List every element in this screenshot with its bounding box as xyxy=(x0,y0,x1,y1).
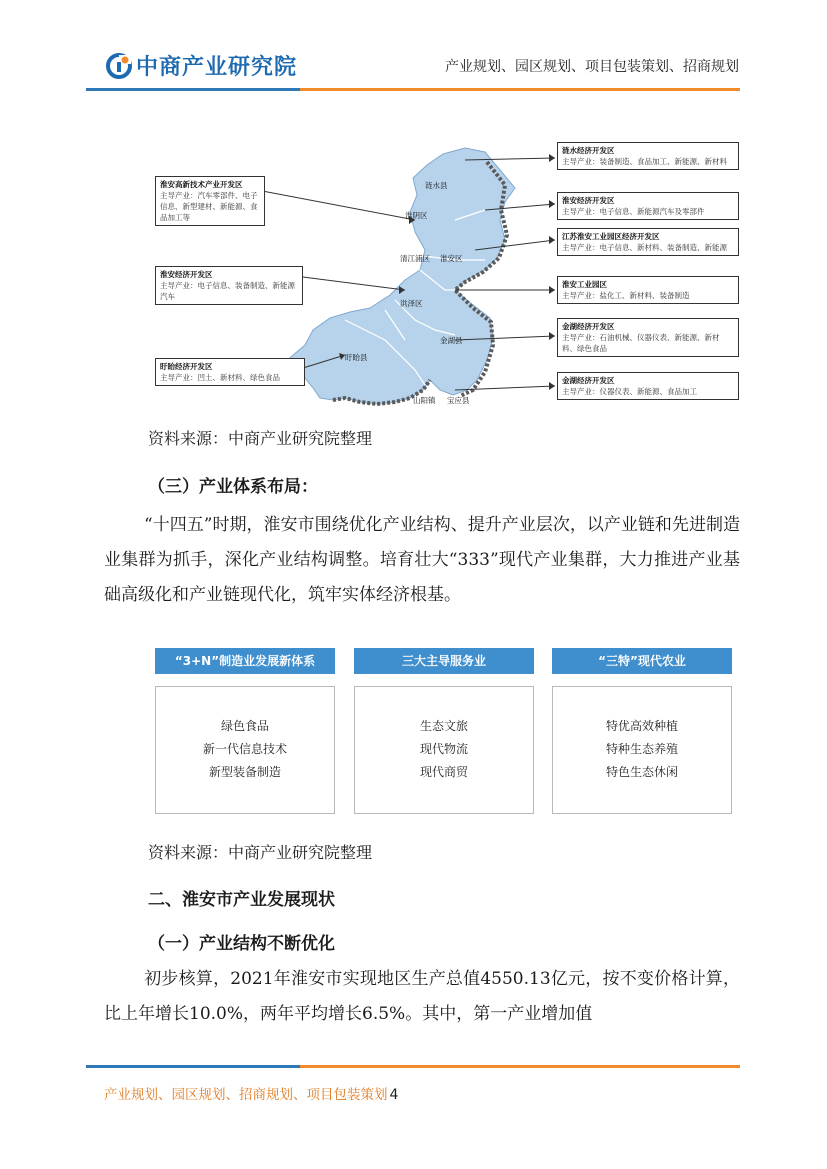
column-header: “三特”现代农业 xyxy=(552,648,732,674)
body-paragraph xyxy=(104,962,740,1032)
callout-title: 淮安高新技术产业开发区 xyxy=(160,180,243,189)
logo-text: 中商产业研究院 xyxy=(136,55,298,80)
callout-desc: 主导产业：电子信息、装备制造、新能源汽车 xyxy=(160,281,295,301)
figure-caption: 资料来源：中商产业研究院整理 xyxy=(148,429,373,448)
region-label: 金湖县 xyxy=(440,336,463,345)
callout-desc: 主导产业：石油机械、仪器仪表、新能源、新材料、绿色食品 xyxy=(562,333,720,353)
callout-desc: 主导产业：电子信息、新能源汽车及零部件 xyxy=(562,207,705,216)
system-item: 新一代信息技术 xyxy=(202,742,287,756)
park-callout xyxy=(557,318,739,357)
callout-title: 淮安工业园区 xyxy=(562,280,607,289)
logo-icon xyxy=(106,53,132,79)
paragraph-text: 初步核算，2021年淮安市实现地区生产总值4550.13亿元，按不变价格计算，比上年增长10.0%，两年平均增长6.5%。其中，第一产业增加值 xyxy=(104,969,740,1024)
industry-system-diagram xyxy=(155,648,733,818)
system-item: 特种生态养殖 xyxy=(605,742,678,756)
system-column xyxy=(552,648,732,814)
callout-title: 淮安经济开发区 xyxy=(562,196,615,205)
callout-desc: 主导产业：装备制造、食品加工、新能源、新材料 xyxy=(562,157,727,166)
footer-tagline: 产业规划、园区规划、招商规划、项目包装策划 xyxy=(104,1087,388,1103)
callout-title: 江苏淮安工业园区经济开发区 xyxy=(562,232,660,241)
page-footer xyxy=(104,1083,398,1103)
body-paragraph xyxy=(104,508,740,613)
region-label: 洪泽区 xyxy=(400,299,423,308)
callout-title: 金湖经济开发区 xyxy=(562,322,615,331)
page-number: 4 xyxy=(389,1087,399,1103)
system-column xyxy=(155,648,335,814)
industrial-park-map xyxy=(155,140,737,410)
page-header xyxy=(0,0,827,100)
column-body xyxy=(155,686,335,814)
system-item: 现代商贸 xyxy=(419,765,468,779)
park-callout xyxy=(155,176,265,226)
chapter-heading: 二、淮安市产业发展现状 xyxy=(148,890,335,910)
region-label: 清江浦区 xyxy=(400,254,430,263)
park-callout xyxy=(557,142,739,170)
region-label: 淮阴区 xyxy=(405,211,428,220)
system-item: 绿色食品 xyxy=(220,719,269,733)
callout-title: 淮安经济开发区 xyxy=(160,270,213,279)
park-callout xyxy=(155,266,303,305)
callout-desc: 主导产业：仪器仪表、新能源、食品加工 xyxy=(562,387,697,396)
system-column xyxy=(354,648,534,814)
header-tagline: 产业规划、园区规划、项目包装策划、招商规划 xyxy=(445,59,739,75)
callout-desc: 主导产业：盐化工、新材料、装备制造 xyxy=(562,291,690,300)
region-label: 盱眙县 xyxy=(345,353,368,362)
system-item: 现代物流 xyxy=(419,742,468,756)
footer-divider-orange xyxy=(300,1065,740,1068)
park-callout xyxy=(557,192,739,220)
system-item: 生态文旅 xyxy=(419,719,468,733)
region-label: 涟水县 xyxy=(425,181,448,190)
section-heading: （一）产业结构不断优化 xyxy=(148,934,335,954)
system-item: 特色生态休闲 xyxy=(605,765,678,779)
column-header: “3+N”制造业发展新体系 xyxy=(155,648,335,674)
callout-title: 盱眙经济开发区 xyxy=(160,362,213,371)
system-item: 新型装备制造 xyxy=(208,765,281,779)
column-body xyxy=(354,686,534,814)
park-callout xyxy=(155,358,305,386)
header-divider-orange xyxy=(300,88,740,91)
system-item: 特优高效种植 xyxy=(605,719,678,733)
callout-desc: 主导产业：凹土、新材料、绿色食品 xyxy=(160,373,280,382)
park-callout xyxy=(557,228,739,256)
region-label: 山阳镇 xyxy=(413,396,436,405)
region-label: 淮安区 xyxy=(440,254,463,263)
park-callout xyxy=(557,372,739,400)
callout-title: 涟水经济开发区 xyxy=(562,146,615,155)
footer-divider-blue xyxy=(86,1065,301,1068)
column-body xyxy=(552,686,732,814)
logo xyxy=(106,50,297,81)
header-divider-blue xyxy=(86,88,301,91)
column-header: 三大主导服务业 xyxy=(354,648,534,674)
callout-title: 金湖经济开发区 xyxy=(562,376,615,385)
callout-desc: 主导产业：汽车零部件、电子信息、新型建材、新能源、食品加工等 xyxy=(160,191,258,222)
figure-caption: 资料来源：中商产业研究院整理 xyxy=(148,843,373,862)
region-label: 宝应县 xyxy=(447,396,470,405)
section-heading: （三）产业体系布局： xyxy=(148,477,318,497)
callout-desc: 主导产业：电子信息、新材料、装备制造、新能源 xyxy=(562,243,727,252)
paragraph-text: “十四五”时期，淮安市围绕优化产业结构、提升产业层次，以产业链和先进制造业集群为抓手，深化产业结构调整。培育壮大“333”现代产业集群，大力推进产业基础高级化和产业链现代化，筑牢实体经济根基。 xyxy=(104,515,740,605)
park-callout xyxy=(557,276,739,304)
